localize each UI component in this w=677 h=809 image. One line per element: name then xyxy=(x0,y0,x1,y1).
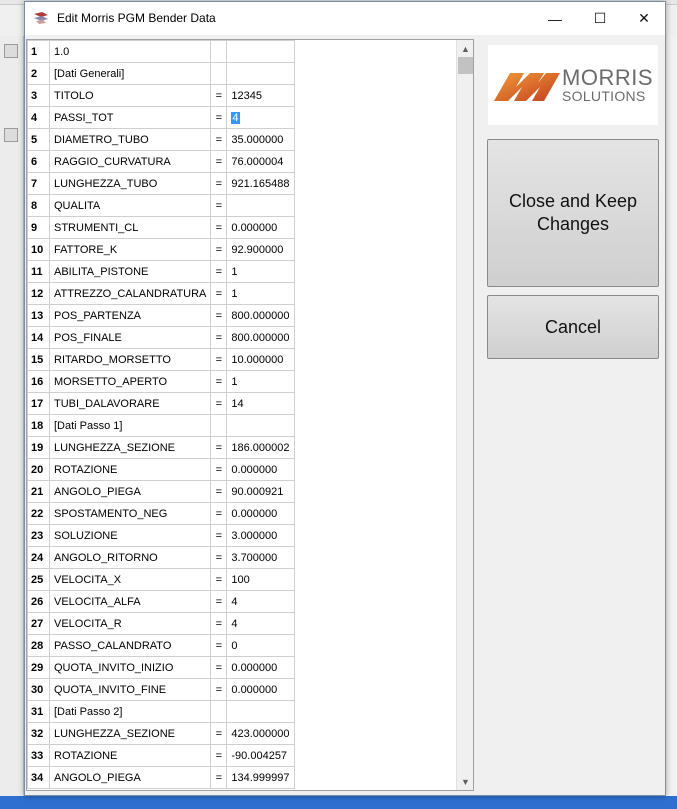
row-number-cell: 28 xyxy=(28,635,50,657)
table-row[interactable] xyxy=(28,745,295,767)
value-cell[interactable]: 0.000000 xyxy=(227,503,294,525)
key-cell[interactable]: RAGGIO_CURVATURA xyxy=(50,151,211,173)
key-cell[interactable]: POS_PARTENZA xyxy=(50,305,211,327)
row-number-cell: 26 xyxy=(28,591,50,613)
table-row[interactable] xyxy=(28,85,295,107)
key-cell[interactable]: ATTREZZO_CALANDRATURA xyxy=(50,283,211,305)
table-row[interactable] xyxy=(28,437,295,459)
minimize-button[interactable] xyxy=(533,2,577,35)
value-cell[interactable]: -90.004257 xyxy=(227,745,294,767)
table-row[interactable] xyxy=(28,173,295,195)
table-row[interactable] xyxy=(28,63,295,85)
table-row[interactable] xyxy=(28,239,295,261)
value-cell[interactable]: 921.165488 xyxy=(227,173,294,195)
data-grid[interactable] xyxy=(26,39,474,791)
equals-cell[interactable]: = xyxy=(211,283,227,305)
key-cell[interactable]: [Dati Passo 1] xyxy=(50,415,211,437)
background-tool-icon xyxy=(4,44,18,58)
value-cell[interactable]: 0.000000 xyxy=(227,459,294,481)
value-cell[interactable]: 100 xyxy=(227,569,294,591)
chevron-down-icon: ▼ xyxy=(461,776,470,787)
logo-text xyxy=(562,67,653,103)
key-cell[interactable]: VELOCITA_ALFA xyxy=(50,591,211,613)
equals-cell[interactable]: = xyxy=(211,327,227,349)
key-cell[interactable]: ANGOLO_PIEGA xyxy=(50,767,211,789)
value-cell[interactable] xyxy=(227,415,294,437)
value-cell[interactable]: 92.900000 xyxy=(227,239,294,261)
row-number-cell: 24 xyxy=(28,547,50,569)
row-number-cell: 20 xyxy=(28,459,50,481)
vertical-scrollbar[interactable] xyxy=(456,40,474,790)
key-cell[interactable]: ROTAZIONE xyxy=(50,745,211,767)
row-number-cell: 30 xyxy=(28,679,50,701)
equals-cell[interactable] xyxy=(211,41,227,63)
equals-cell[interactable]: = xyxy=(211,481,227,503)
equals-cell[interactable]: = xyxy=(211,569,227,591)
key-cell[interactable]: SOLUZIONE xyxy=(50,525,211,547)
table-row[interactable] xyxy=(28,723,295,745)
row-number-cell: 2 xyxy=(28,63,50,85)
edit-data-dialog xyxy=(24,1,666,796)
row-number-cell: 29 xyxy=(28,657,50,679)
row-number-cell: 33 xyxy=(28,745,50,767)
minimize-icon: — xyxy=(548,10,562,27)
table-row[interactable] xyxy=(28,151,295,173)
value-cell[interactable]: 14 xyxy=(227,393,294,415)
table-row[interactable] xyxy=(28,525,295,547)
key-cell[interactable]: LUNGHEZZA_SEZIONE xyxy=(50,723,211,745)
value-cell[interactable]: 3.000000 xyxy=(227,525,294,547)
table-row[interactable] xyxy=(28,107,295,129)
key-cell[interactable]: SPOSTAMENTO_NEG xyxy=(50,503,211,525)
key-cell[interactable]: TITOLO xyxy=(50,85,211,107)
background-taskbar-strip xyxy=(0,796,677,809)
value-cell[interactable]: 4 xyxy=(227,613,294,635)
key-cell[interactable]: VELOCITA_X xyxy=(50,569,211,591)
close-and-keep-changes-button[interactable]: Close and Keep Changes xyxy=(487,139,659,287)
table-row[interactable] xyxy=(28,261,295,283)
table-row[interactable] xyxy=(28,767,295,789)
key-cell[interactable]: ABILITA_PISTONE xyxy=(50,261,211,283)
key-cell[interactable]: POS_FINALE xyxy=(50,327,211,349)
row-number-cell: 6 xyxy=(28,151,50,173)
key-cell[interactable]: MORSETTO_APERTO xyxy=(50,371,211,393)
background-tool-icon xyxy=(4,128,18,142)
table-row[interactable] xyxy=(28,305,295,327)
row-number-cell: 18 xyxy=(28,415,50,437)
row-number-cell: 22 xyxy=(28,503,50,525)
table-row[interactable] xyxy=(28,481,295,503)
equals-cell[interactable]: = xyxy=(211,261,227,283)
equals-cell[interactable]: = xyxy=(211,767,227,789)
title-bar[interactable] xyxy=(25,2,665,35)
equals-cell[interactable] xyxy=(211,701,227,723)
value-cell[interactable]: 35.000000 xyxy=(227,129,294,151)
equals-cell[interactable]: = xyxy=(211,547,227,569)
equals-cell[interactable]: = xyxy=(211,85,227,107)
scroll-down-button[interactable] xyxy=(457,773,474,790)
equals-cell[interactable]: = xyxy=(211,657,227,679)
equals-cell[interactable]: = xyxy=(211,393,227,415)
equals-cell[interactable]: = xyxy=(211,107,227,129)
equals-cell[interactable]: = xyxy=(211,613,227,635)
app-icon xyxy=(33,11,49,25)
morris-logo xyxy=(488,45,658,125)
row-number-cell: 13 xyxy=(28,305,50,327)
table-row[interactable] xyxy=(28,283,295,305)
key-cell[interactable]: PASSO_CALANDRATO xyxy=(50,635,211,657)
row-number-cell: 5 xyxy=(28,129,50,151)
key-cell[interactable]: LUNGHEZZA_TUBO xyxy=(50,173,211,195)
value-cell[interactable]: 186.000002 xyxy=(227,437,294,459)
equals-cell[interactable]: = xyxy=(211,151,227,173)
value-cell[interactable]: 90.000921 xyxy=(227,481,294,503)
row-number-cell: 25 xyxy=(28,569,50,591)
value-cell[interactable]: 4 xyxy=(227,107,294,129)
value-cell[interactable]: 4 xyxy=(227,591,294,613)
table-row[interactable] xyxy=(28,657,295,679)
row-number-cell: 27 xyxy=(28,613,50,635)
value-cell[interactable]: 800.000000 xyxy=(227,327,294,349)
table-row[interactable] xyxy=(28,349,295,371)
table-row[interactable] xyxy=(28,393,295,415)
key-cell[interactable]: TUBI_DALAVORARE xyxy=(50,393,211,415)
equals-cell[interactable]: = xyxy=(211,371,227,393)
equals-cell[interactable]: = xyxy=(211,525,227,547)
table-row[interactable] xyxy=(28,547,295,569)
table-row[interactable] xyxy=(28,327,295,349)
key-cell[interactable]: ANGOLO_PIEGA xyxy=(50,481,211,503)
key-cell[interactable]: [Dati Passo 2] xyxy=(50,701,211,723)
row-number-cell: 8 xyxy=(28,195,50,217)
row-number-cell: 19 xyxy=(28,437,50,459)
table-row[interactable] xyxy=(28,459,295,481)
row-number-cell: 7 xyxy=(28,173,50,195)
table-row[interactable] xyxy=(28,635,295,657)
value-cell[interactable]: 10.000000 xyxy=(227,349,294,371)
table-row[interactable] xyxy=(28,503,295,525)
table-row[interactable] xyxy=(28,701,295,723)
equals-cell[interactable]: = xyxy=(211,349,227,371)
key-cell[interactable]: DIAMETRO_TUBO xyxy=(50,129,211,151)
row-number-cell: 16 xyxy=(28,371,50,393)
window-title: Edit Morris PGM Bender Data xyxy=(57,11,216,25)
logo-word-morris: MORRIS xyxy=(562,65,653,90)
row-number-cell: 34 xyxy=(28,767,50,789)
close-window-button[interactable] xyxy=(622,2,666,35)
value-cell[interactable]: 1 xyxy=(227,261,294,283)
key-cell[interactable]: LUNGHEZZA_SEZIONE xyxy=(50,437,211,459)
table-row[interactable] xyxy=(28,591,295,613)
equals-cell[interactable]: = xyxy=(211,129,227,151)
value-cell[interactable]: 423.000000 xyxy=(227,723,294,745)
value-cell[interactable]: 1 xyxy=(227,283,294,305)
row-number-cell: 17 xyxy=(28,393,50,415)
key-cell[interactable]: STRUMENTI_CL xyxy=(50,217,211,239)
row-number-cell: 32 xyxy=(28,723,50,745)
maximize-button[interactable] xyxy=(578,2,622,35)
equals-cell[interactable]: = xyxy=(211,591,227,613)
table-row[interactable] xyxy=(28,217,295,239)
equals-cell[interactable] xyxy=(211,415,227,437)
equals-cell[interactable] xyxy=(211,63,227,85)
table-row[interactable] xyxy=(28,371,295,393)
row-number-cell: 1 xyxy=(28,41,50,63)
row-number-cell: 23 xyxy=(28,525,50,547)
table-row[interactable] xyxy=(28,679,295,701)
value-cell[interactable]: 0.000000 xyxy=(227,217,294,239)
close-icon: ✕ xyxy=(638,10,650,26)
table-row[interactable] xyxy=(28,415,295,437)
equals-cell[interactable]: = xyxy=(211,217,227,239)
equals-cell[interactable]: = xyxy=(211,437,227,459)
row-number-cell: 15 xyxy=(28,349,50,371)
value-cell[interactable] xyxy=(227,63,294,85)
key-cell[interactable]: 1.0 xyxy=(50,41,211,63)
value-cell[interactable]: 0 xyxy=(227,635,294,657)
key-cell[interactable]: QUALITA xyxy=(50,195,211,217)
value-cell[interactable] xyxy=(227,41,294,63)
equals-cell[interactable]: = xyxy=(211,239,227,261)
row-number-cell: 21 xyxy=(28,481,50,503)
row-number-cell: 14 xyxy=(28,327,50,349)
key-cell[interactable]: QUOTA_INVITO_INIZIO xyxy=(50,657,211,679)
equals-cell[interactable]: = xyxy=(211,745,227,767)
value-cell[interactable] xyxy=(227,195,294,217)
logo-word-solutions: SOLUTIONS xyxy=(562,88,646,104)
table-row[interactable] xyxy=(28,41,295,63)
chevron-up-icon: ▲ xyxy=(461,43,470,54)
key-cell[interactable]: [Dati Generali] xyxy=(50,63,211,85)
value-cell[interactable]: 3.700000 xyxy=(227,547,294,569)
background-toolbar xyxy=(0,36,24,796)
background-panel xyxy=(666,36,677,796)
maximize-icon: ☐ xyxy=(593,10,607,26)
equals-cell[interactable]: = xyxy=(211,503,227,525)
row-number-cell: 9 xyxy=(28,217,50,239)
row-number-cell: 12 xyxy=(28,283,50,305)
value-cell[interactable]: 12345 xyxy=(227,85,294,107)
row-number-cell: 3 xyxy=(28,85,50,107)
table-row[interactable] xyxy=(28,195,295,217)
value-cell[interactable] xyxy=(227,701,294,723)
equals-cell[interactable]: = xyxy=(211,195,227,217)
equals-cell[interactable]: = xyxy=(211,723,227,745)
row-number-cell: 11 xyxy=(28,261,50,283)
data-table xyxy=(27,40,295,789)
morris-logo-mark-icon xyxy=(494,69,560,101)
equals-cell[interactable]: = xyxy=(211,459,227,481)
equals-cell[interactable]: = xyxy=(211,635,227,657)
value-cell[interactable]: 0.000000 xyxy=(227,657,294,679)
key-cell[interactable]: VELOCITA_R xyxy=(50,613,211,635)
key-cell[interactable]: ROTAZIONE xyxy=(50,459,211,481)
cancel-button[interactable]: Cancel xyxy=(487,295,659,359)
value-cell[interactable]: 1 xyxy=(227,371,294,393)
key-cell[interactable]: RITARDO_MORSETTO xyxy=(50,349,211,371)
row-number-cell: 10 xyxy=(28,239,50,261)
equals-cell[interactable]: = xyxy=(211,305,227,327)
value-cell[interactable]: 134.999997 xyxy=(227,767,294,789)
scroll-thumb[interactable] xyxy=(458,57,473,74)
value-cell[interactable]: 0.000000 xyxy=(227,679,294,701)
row-number-cell: 31 xyxy=(28,701,50,723)
key-cell[interactable]: PASSI_TOT xyxy=(50,107,211,129)
value-cell[interactable]: 76.000004 xyxy=(227,151,294,173)
row-number-cell: 4 xyxy=(28,107,50,129)
scroll-up-button[interactable] xyxy=(457,40,474,57)
key-cell[interactable]: ANGOLO_RITORNO xyxy=(50,547,211,569)
table-row[interactable] xyxy=(28,613,295,635)
table-row[interactable] xyxy=(28,129,295,151)
equals-cell[interactable]: = xyxy=(211,679,227,701)
value-cell[interactable]: 800.000000 xyxy=(227,305,294,327)
table-row[interactable] xyxy=(28,569,295,591)
key-cell[interactable]: FATTORE_K xyxy=(50,239,211,261)
equals-cell[interactable]: = xyxy=(211,173,227,195)
key-cell[interactable]: QUOTA_INVITO_FINE xyxy=(50,679,211,701)
